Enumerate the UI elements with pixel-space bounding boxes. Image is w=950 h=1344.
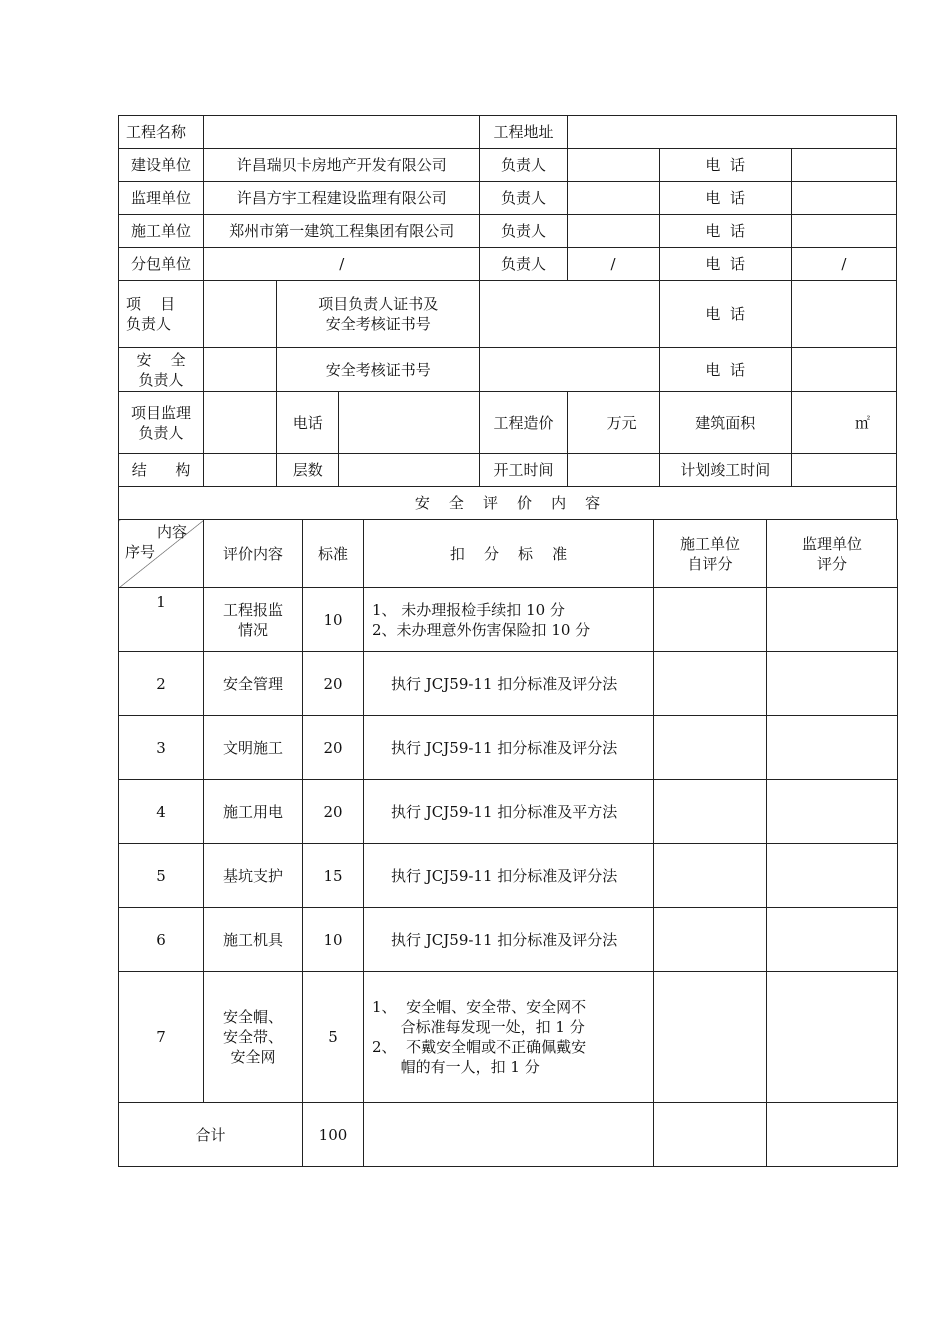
start-date-field[interactable] — [567, 454, 659, 487]
item-content-line: 情况 — [237, 620, 268, 639]
item-deduction: 执行 JCJ59-11 扣分标准及评分法 — [364, 652, 654, 716]
item-deduction — [364, 588, 654, 652]
item-number: 2 — [119, 652, 204, 716]
supervisor-score-field[interactable] — [767, 908, 898, 972]
planned-finish-label: 计划竣工时间 — [659, 454, 791, 487]
item-content-line: 工程报监 — [222, 600, 283, 619]
item-number: 6 — [119, 908, 204, 972]
header-diagonal-cell — [119, 520, 204, 588]
header-content: 评价内容 — [204, 520, 303, 588]
item-content: 安全管理 — [204, 652, 303, 716]
table-row — [119, 908, 898, 972]
header-deduction: 扣 分 标 准 — [364, 520, 654, 588]
item-number: 3 — [119, 716, 204, 780]
pm-certificate-label-line2: 安全考核证书号 — [325, 315, 431, 333]
supervision-phone-field[interactable] — [791, 182, 896, 215]
item-deduction-line: 1、 未办理报检手续扣 10 分 — [372, 600, 565, 619]
item-content-line: 安全带、 — [222, 1028, 283, 1046]
owner-phone-field[interactable] — [791, 149, 896, 182]
header-contractor-score-line1: 施工单位 — [679, 534, 740, 553]
contractor-score-field[interactable] — [654, 588, 767, 652]
contractor-score-field[interactable] — [654, 972, 767, 1103]
building-area-label: 建筑面积 — [659, 392, 791, 454]
safety-evaluation-table — [118, 519, 898, 1167]
item-deduction-line: 2、 不戴安全帽或不正确佩戴安 — [372, 1038, 587, 1056]
contractor-score-field[interactable] — [654, 652, 767, 716]
total-deduction-field — [364, 1103, 654, 1167]
item-standard: 20 — [303, 780, 364, 844]
structure-label: 结 构 — [119, 454, 204, 487]
subcontract-phone-label: 电 话 — [659, 248, 791, 281]
pm-phone-field[interactable] — [791, 281, 896, 348]
subcontract-unit-label: 分包单位 — [119, 248, 204, 281]
item-deduction: 执行 JCJ59-11 扣分标准及评分法 — [364, 716, 654, 780]
contractor-score-field[interactable] — [654, 780, 767, 844]
item-deduction-line: 帽的有一人，扣 1 分 — [372, 1058, 540, 1076]
supervisor-score-field[interactable] — [767, 588, 898, 652]
pm-certificate-field[interactable] — [480, 281, 659, 348]
project-manager-label-line2: 负责人 — [126, 315, 172, 333]
project-manager-field[interactable] — [204, 281, 277, 348]
item-content-line: 安全网 — [230, 1048, 276, 1066]
supervision-person-label: 负责人 — [480, 182, 567, 215]
planned-finish-field[interactable] — [791, 454, 896, 487]
item-standard: 20 — [303, 716, 364, 780]
safety-phone-field[interactable] — [791, 348, 896, 392]
total-standard: 100 — [303, 1103, 364, 1167]
item-deduction-line: 2、未办理意外伤害保险扣 10 分 — [372, 620, 591, 639]
supervision-unit-value: 许昌方宇工程建设监理有限公司 — [204, 182, 480, 215]
safety-officer-field[interactable] — [204, 348, 277, 392]
item-number: 7 — [119, 972, 204, 1103]
supervisor-score-field[interactable] — [767, 972, 898, 1103]
item-content — [204, 588, 303, 652]
safety-certificate-field[interactable] — [480, 348, 659, 392]
pm-certificate-label-line1: 项目负责人证书及 — [318, 295, 439, 313]
project-cost-label: 工程造价 — [480, 392, 567, 454]
subcontract-person-label: 负责人 — [480, 248, 567, 281]
item-content: 施工机具 — [204, 908, 303, 972]
safety-certificate-label: 安全考核证书号 — [277, 348, 480, 392]
project-name-field[interactable] — [204, 116, 480, 149]
contractor-score-field[interactable] — [654, 716, 767, 780]
item-standard: 5 — [303, 972, 364, 1103]
item-deduction: 执行 JCJ59-11 扣分标准及评分法 — [364, 844, 654, 908]
safety-officer-label-line1: 安 全 — [136, 350, 186, 369]
table-row — [119, 780, 898, 844]
section-title: 安 全 评 价 内 容 — [119, 487, 897, 520]
supervisor-score-field[interactable] — [767, 716, 898, 780]
item-content: 施工用电 — [204, 780, 303, 844]
item-number: 1 — [119, 588, 204, 652]
pm-certificate-label — [277, 281, 480, 348]
total-label: 合计 — [119, 1103, 303, 1167]
total-row — [119, 1103, 898, 1167]
project-cost-field[interactable] — [567, 392, 659, 454]
total-supervisor-score-field[interactable] — [767, 1103, 898, 1167]
item-content-line: 安全帽、 — [222, 1008, 283, 1026]
subcontract-person-field[interactable]: / — [567, 248, 659, 281]
table-row — [119, 652, 898, 716]
header-supervisor-score — [767, 520, 898, 588]
supervisor-score-field[interactable] — [767, 780, 898, 844]
supervisor-field[interactable] — [204, 392, 277, 454]
supervisor-score-field[interactable] — [767, 652, 898, 716]
safety-officer-label — [119, 348, 204, 392]
header-number-corner: 序号 — [125, 543, 156, 561]
supervisor-label-line1: 项目监理 — [131, 403, 192, 422]
project-cost-unit: 万元 — [606, 413, 637, 432]
supervisor-label — [119, 392, 204, 454]
safety-phone-label: 电 话 — [659, 348, 791, 392]
item-deduction: 执行 JCJ59-11 扣分标准及评分法 — [364, 908, 654, 972]
supervision-person-field[interactable] — [567, 182, 659, 215]
header-content-corner: 内容 — [156, 523, 187, 541]
supervisor-phone-field[interactable] — [339, 392, 480, 454]
item-deduction — [364, 972, 654, 1103]
item-deduction-line: 合标准每发现一处，扣 1 分 — [372, 1018, 585, 1036]
project-manager-label-line1: 项 目 — [126, 295, 176, 313]
construction-phone-field[interactable] — [791, 215, 896, 248]
supervisor-score-field[interactable] — [767, 844, 898, 908]
item-content: 基坑支护 — [204, 844, 303, 908]
header-standard: 标准 — [303, 520, 364, 588]
supervision-phone-label: 电 话 — [659, 182, 791, 215]
safety-officer-label-line2: 负责人 — [138, 370, 184, 389]
project-address-label: 工程地址 — [480, 116, 567, 149]
project-address-field[interactable] — [567, 116, 896, 149]
header-supervisor-score-line1: 监理单位 — [801, 534, 862, 553]
item-content: 文明施工 — [204, 716, 303, 780]
item-standard: 20 — [303, 652, 364, 716]
start-date-label: 开工时间 — [480, 454, 567, 487]
construction-unit-value: 郑州市第一建筑工程集团有限公司 — [204, 215, 480, 248]
building-area-field[interactable] — [791, 392, 896, 454]
item-standard: 15 — [303, 844, 364, 908]
owner-person-label: 负责人 — [480, 149, 567, 182]
building-area-unit: ㎡ — [854, 413, 870, 432]
structure-field[interactable] — [204, 454, 277, 487]
supervisor-label-line2: 负责人 — [138, 423, 184, 442]
table-row — [119, 972, 898, 1103]
subcontract-phone-field[interactable]: / — [791, 248, 896, 281]
item-number: 5 — [119, 844, 204, 908]
construction-phone-label: 电 话 — [659, 215, 791, 248]
contractor-score-field[interactable] — [654, 844, 767, 908]
construction-unit-label: 施工单位 — [119, 215, 204, 248]
header-supervisor-score-line2: 评分 — [816, 554, 847, 573]
table-row — [119, 844, 898, 908]
item-content — [204, 972, 303, 1103]
table-row — [119, 716, 898, 780]
table-row — [119, 588, 898, 652]
owner-person-field[interactable] — [567, 149, 659, 182]
project-manager-label — [119, 281, 204, 348]
header-contractor-score-line2: 自评分 — [687, 554, 733, 573]
contractor-score-field[interactable] — [654, 908, 767, 972]
item-standard: 10 — [303, 908, 364, 972]
construction-person-field[interactable] — [567, 215, 659, 248]
item-number: 4 — [119, 780, 204, 844]
subcontract-unit-value: / — [204, 248, 480, 281]
construction-person-label: 负责人 — [480, 215, 567, 248]
supervisor-phone-label: 电话 — [277, 392, 339, 454]
floors-field[interactable] — [339, 454, 480, 487]
owner-unit-label: 建设单位 — [119, 149, 204, 182]
project-info-table — [118, 115, 897, 520]
total-contractor-score-field[interactable] — [654, 1103, 767, 1167]
item-standard: 10 — [303, 588, 364, 652]
owner-phone-label: 电 话 — [659, 149, 791, 182]
item-deduction-line: 1、 安全帽、安全带、安全网不 — [372, 998, 587, 1016]
supervision-unit-label: 监理单位 — [119, 182, 204, 215]
item-deduction: 执行 JCJ59-11 扣分标准及平方法 — [364, 780, 654, 844]
floors-label: 层数 — [277, 454, 339, 487]
owner-unit-value: 许昌瑞贝卡房地产开发有限公司 — [204, 149, 480, 182]
project-name-label: 工程名称 — [119, 116, 204, 149]
pm-phone-label: 电 话 — [659, 281, 791, 348]
header-contractor-score — [654, 520, 767, 588]
